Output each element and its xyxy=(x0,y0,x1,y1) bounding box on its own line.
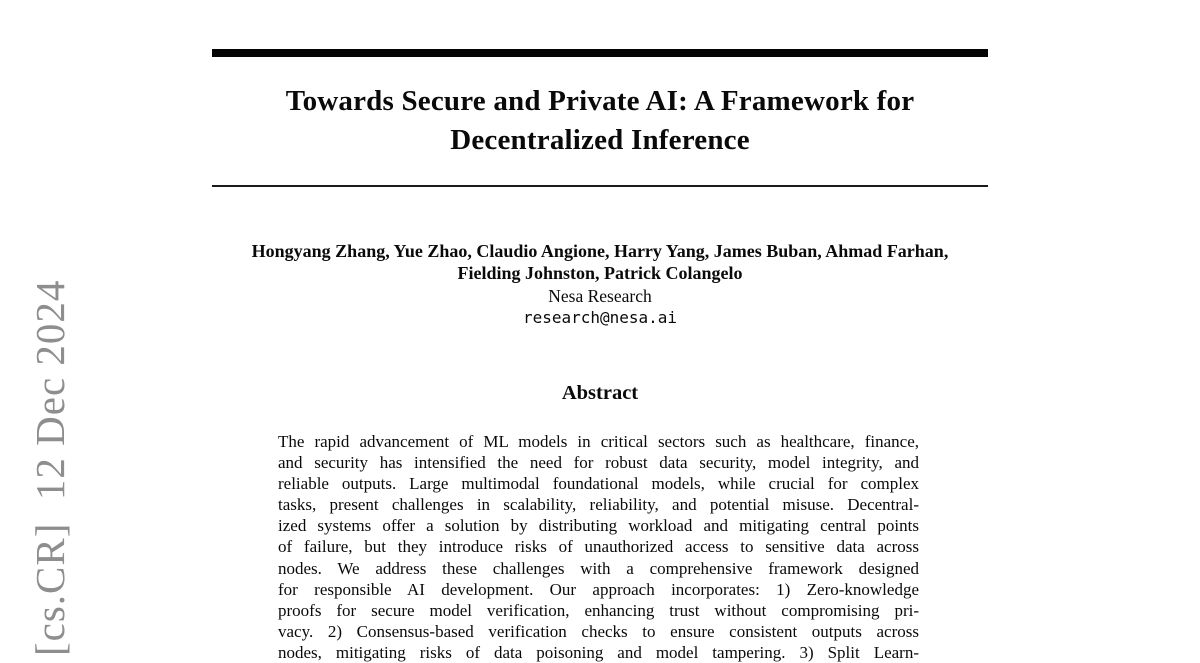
arxiv-stamp-label: [cs.CR] 12 Dec 2024 xyxy=(27,279,73,656)
abstract-line: nodes. We address these challenges with a comprehensive framework designed xyxy=(278,558,919,578)
abstract-line: proofs for secure model verification, enhancing trust without compromising pri- xyxy=(278,600,919,620)
paper-title-line1: Towards Secure and Private AI: A Framework for xyxy=(285,85,915,117)
abstract-body xyxy=(278,431,919,663)
abstract-line: vacy. 2) Consensus-based verification checks to ensure consistent outputs across xyxy=(278,621,919,641)
abstract-line: tasks, present challenges in scalability, reliability, and potential misuse. Decentral- xyxy=(278,495,919,515)
title-rule-bottom xyxy=(212,185,988,187)
abstract-line: reliable outputs. Large multimodal foundational models, while crucial for complex xyxy=(278,474,919,494)
affiliation-text: Nesa Research xyxy=(548,286,652,306)
contact-email-text: research@nesa.ai xyxy=(522,308,678,327)
abstract-line: and security has intensified the need for robust data security, model integrity, and xyxy=(278,453,919,473)
title-rule-top xyxy=(212,49,988,57)
author-block xyxy=(150,241,1050,284)
abstract-heading: Abstract xyxy=(561,382,639,404)
abstract-line: for responsible AI development. Our approach incorporates: 1) Zero-knowledge xyxy=(278,579,919,599)
abstract-line: The rapid advancement of ML models in critical sectors such as healthcare, finance, xyxy=(278,432,919,451)
abstract-line: of failure, but they introduce risks of unauthorized access to sensitive data across xyxy=(278,537,919,557)
abstract-line: ized systems offer a solution by distributing workload and mitigating central points xyxy=(278,516,919,536)
paper-title xyxy=(150,82,1050,160)
author-line-1: Hongyang Zhang, Yue Zhao, Claudio Angione, Harry Yang, James Buban, Ahmad Farhan, xyxy=(251,241,949,261)
abstract-line-partial: nodes, mitigating risks of data poisoning and model tampering. 3) Split Learn- xyxy=(278,642,919,662)
paper-title-line2: Decentralized Inference xyxy=(450,124,750,156)
author-line-2: Fielding Johnston, Patrick Colangelo xyxy=(457,262,743,283)
